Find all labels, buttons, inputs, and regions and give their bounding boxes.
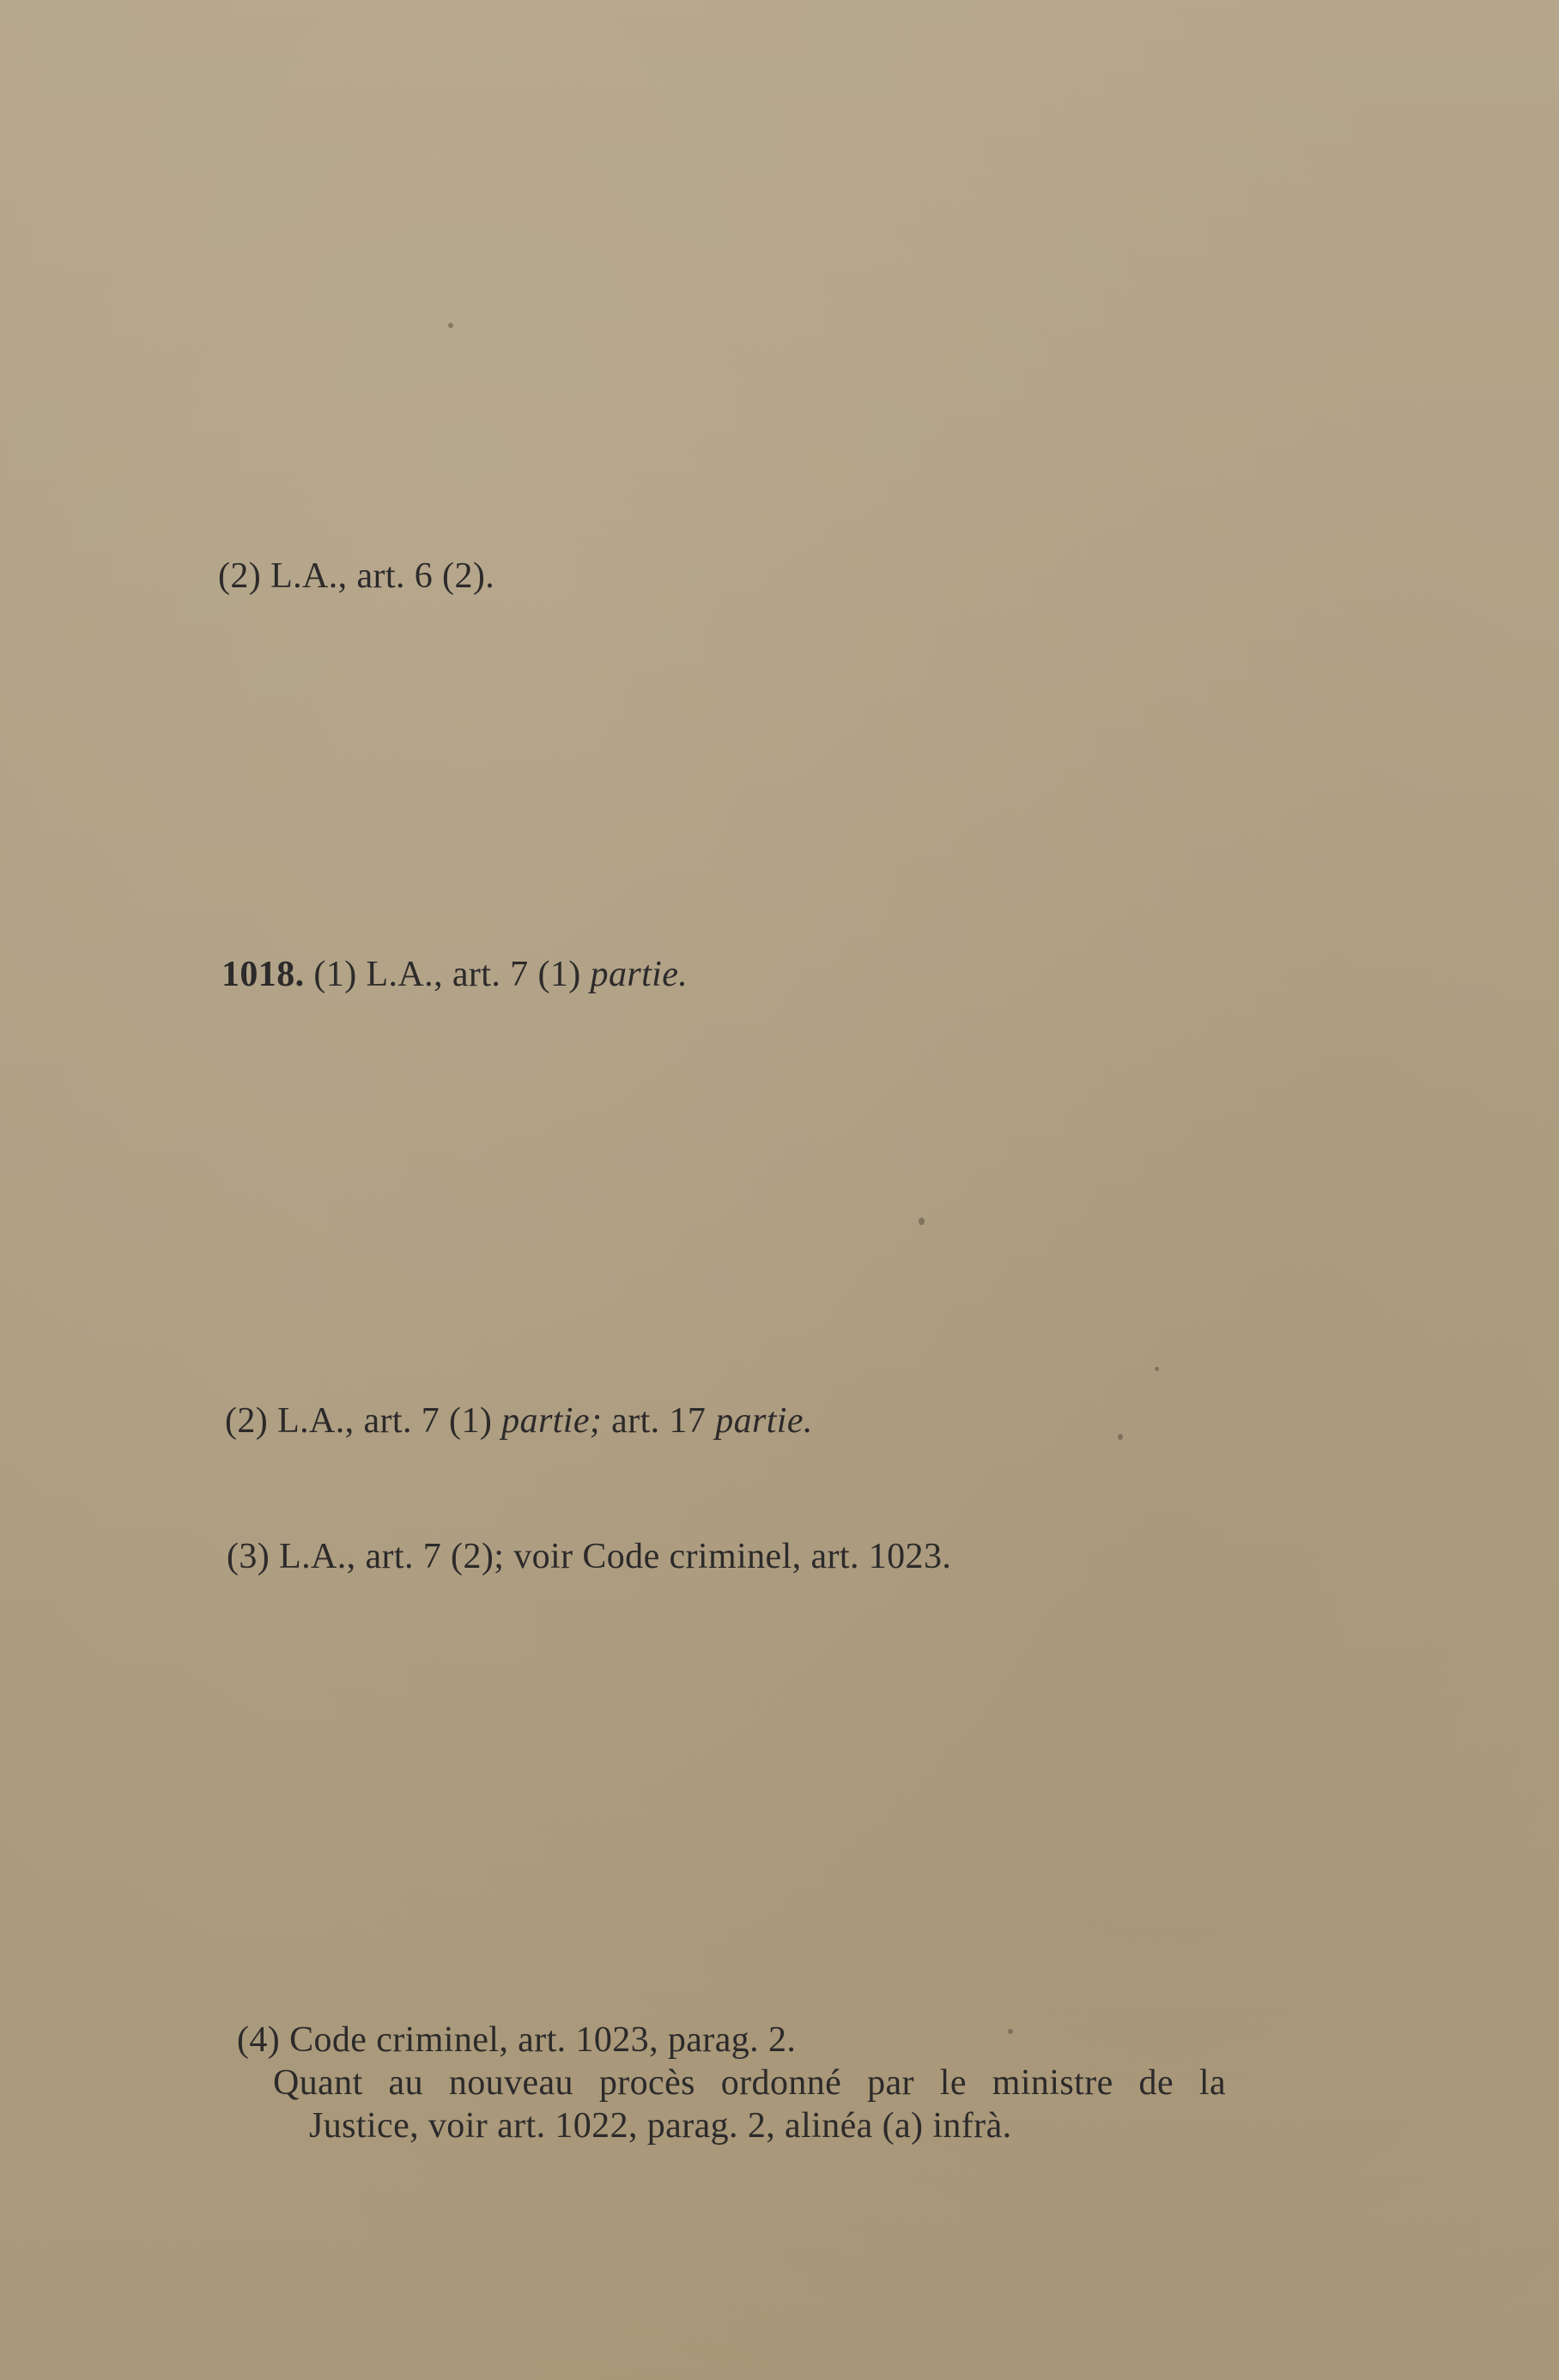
footnote-italic: partie; [501, 1401, 603, 1441]
footnote-line-1: (4) Code criminel, art. 1023, parag. 2. [237, 2020, 797, 2060]
paper-speck [919, 1217, 925, 1225]
footnote-line-2: Quant au nouveau procès ordonné par le ministre de la [273, 2063, 1226, 2103]
footnote-line-3-text: ) [911, 2106, 924, 2146]
footnote-text: (3) L.A., art. 7 (2); voir Code criminel, art. 1023. [227, 1537, 952, 1576]
footnote-line-3 [237, 2104, 1226, 2147]
footnote-italic: a [894, 2106, 912, 2146]
footnote-2-art-7 [225, 1398, 813, 1444]
footnote-text: (1) L.A., art. 7 (1) [313, 955, 581, 994]
footnote-text: (2) L.A., art. 7 (1) [225, 1401, 493, 1441]
footnote-3-art-7-2 [227, 1533, 951, 1580]
paper-speck [1118, 1434, 1123, 1440]
footnote-1018-1 [221, 951, 688, 998]
footnote-2-art-6 [218, 553, 494, 599]
paper-speck [448, 323, 453, 328]
footnote-text: art. 17 [611, 1401, 707, 1441]
footnote-italic: infrà. [932, 2106, 1012, 2146]
footnote-text: (2) L.A., art. 6 (2). [218, 556, 495, 596]
paper-speck [1155, 1367, 1159, 1371]
footnote-italic: partie. [590, 955, 689, 994]
article-number: 1018. [221, 955, 305, 994]
footnote-line-3-text: Justice, voir art. 1022, parag. 2, alinéa ( [309, 2106, 895, 2146]
footnote-italic: partie. [715, 1401, 813, 1441]
footnote-4-code-criminel [237, 2019, 1226, 2147]
